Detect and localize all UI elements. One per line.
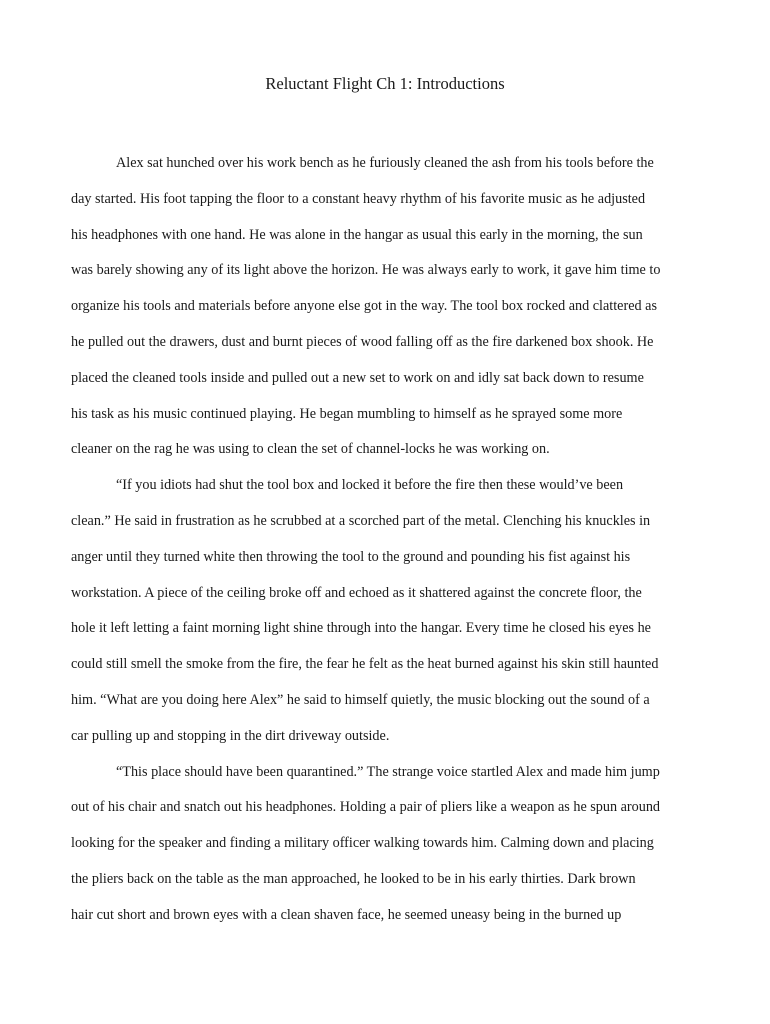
text-line: workstation. A piece of the ceiling broke off and echoed as it shattered against the concrete floor, the (71, 584, 642, 601)
text-line: out of his chair and snatch out his headphones. Holding a pair of pliers like a weapon as he spun around (71, 799, 661, 816)
text-line: looking for the speaker and finding a military officer walking towards him. Calming down and placing (71, 835, 654, 852)
text-line: the pliers back on the table as the man approached, he looked to be in his early thirties. Dark brown (71, 870, 636, 887)
text-line: hole it left letting a faint morning light shine through into the hangar. Every time he closed his eyes he (71, 620, 651, 637)
text-line: him. “What are you doing here Alex” he said to himself quietly, the music blocking out the sound of a (71, 691, 650, 708)
paragraph (71, 468, 711, 754)
text-line: he pulled out the drawers, dust and burnt pieces of wood falling off as the fire darkened box shook. He (71, 333, 654, 350)
text-line: his task as his music continued playing. He began mumbling to himself as he sprayed some more (71, 405, 623, 422)
text-line: his headphones with one hand. He was alone in the hangar as usual this early in the morning, the sun (71, 226, 643, 243)
text-line: anger until they turned white then throwing the tool to the ground and pounding his fist against his (71, 548, 631, 565)
text-line: hair cut short and brown eyes with a clean shaven face, he seemed uneasy being in the burned up (71, 906, 622, 923)
text-line: organize his tools and materials before anyone else got in the way. The tool box rocked and clattered as (71, 298, 657, 315)
page-title: Reluctant Flight Ch 1: Introductions (265, 74, 505, 93)
text-line: was barely showing any of its light above the horizon. He was always early to work, it gave him time to (71, 262, 661, 279)
text-line: clean.” He said in frustration as he scrubbed at a scorched part of the metal. Clenching his knuckles in (71, 512, 651, 529)
text-line: Alex sat hunched over his work bench as he furiously cleaned the ash from his tools before the (116, 155, 654, 171)
text-line: day started. His foot tapping the floor to a constant heavy rhythm of his favorite music as he adjusted (71, 190, 646, 207)
text-line: car pulling up and stopping in the dirt driveway outside. (71, 727, 390, 744)
text-line: “If you idiots had shut the tool box and locked it before the fire then these would’ve been (116, 477, 624, 494)
paragraph (71, 755, 711, 934)
text-line: cleaner on the rag he was using to clean the set of channel-locks he was working on. (71, 441, 550, 458)
paragraph (71, 146, 711, 468)
text-line: “This place should have been quarantined.” The strange voice startled Alex and made him jump (116, 763, 660, 780)
text-line: could still smell the smoke from the fire, the fear he felt as the heat burned against his skin still haunted (71, 656, 659, 673)
text-line: placed the cleaned tools inside and pulled out a new set to work on and idly sat back down to resume (71, 369, 644, 386)
document-body (71, 146, 711, 934)
